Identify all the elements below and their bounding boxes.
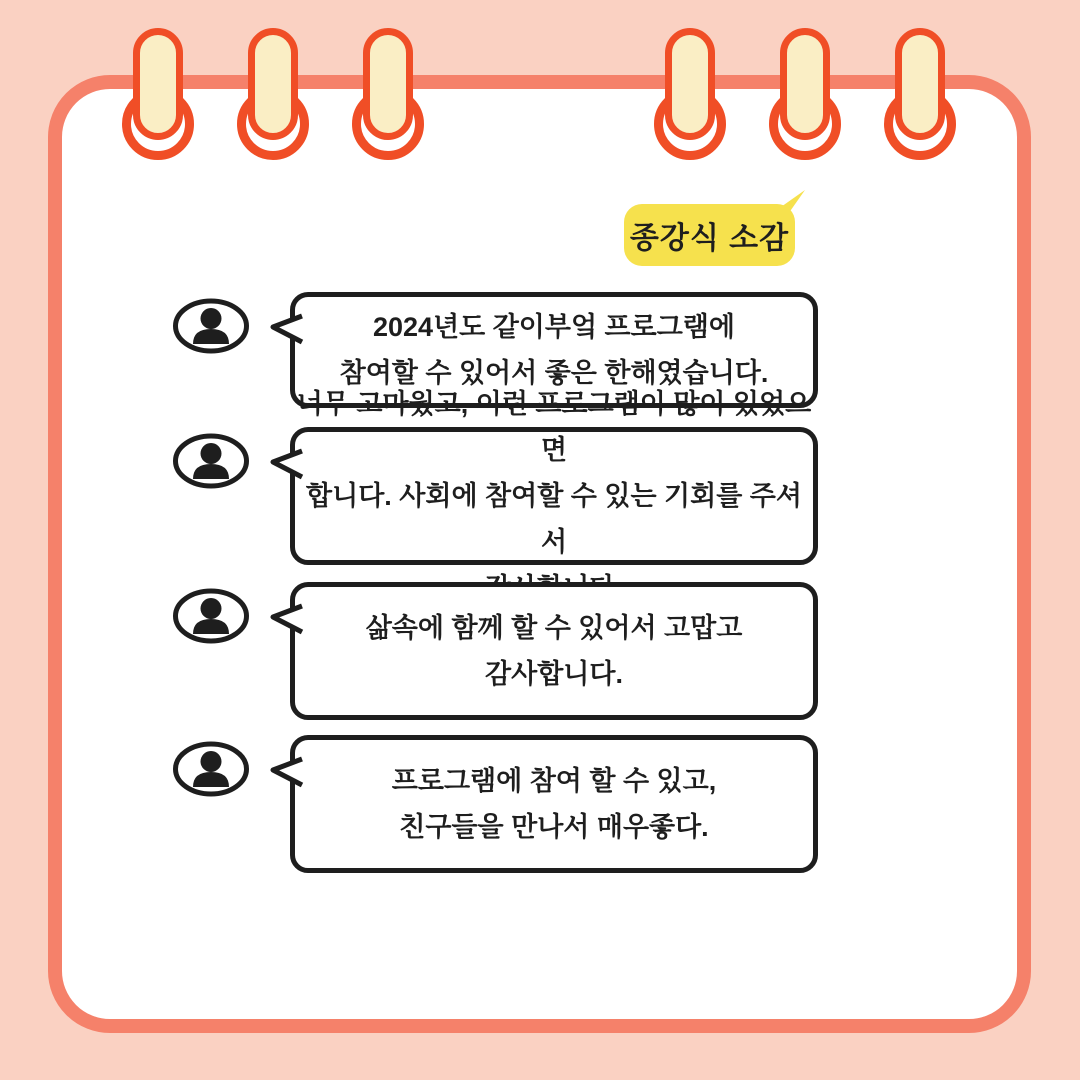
binder-capsule-icon (665, 28, 715, 140)
spiral-binding (654, 28, 726, 164)
speech-bubble-tail-icon (270, 313, 304, 345)
binder-capsule-icon (363, 28, 413, 140)
person-avatar-icon (172, 298, 250, 354)
comment-row (0, 582, 1080, 720)
bubble-line: 합니다. 사회에 참여할 수 있는 기회를 주셔서 (306, 481, 802, 557)
speech-bubble (290, 735, 818, 873)
spiral-binding (352, 28, 424, 164)
person-avatar-icon (172, 588, 250, 644)
spiral-binding (122, 28, 194, 164)
title-label-text: 종강식 소감 (629, 222, 790, 255)
bubble-line: 감사합니다. (485, 659, 623, 689)
person-avatar-icon (172, 433, 250, 489)
spiral-binding (769, 28, 841, 164)
bubble-line: 친구들을 만나서 매우좋다. (399, 812, 709, 842)
title-label (624, 204, 795, 266)
bubble-text (295, 381, 813, 611)
bubble-line: 2024년도 같이부엌 프로그램에 (373, 312, 735, 342)
binder-capsule-icon (248, 28, 298, 140)
speech-bubble-tail-icon (270, 756, 304, 788)
bubble-text (366, 605, 743, 697)
person-avatar-icon (172, 741, 250, 797)
bubble-text (392, 758, 716, 850)
label-tail-icon (769, 188, 807, 218)
spiral-binding (884, 28, 956, 164)
speech-bubble-tail-icon (270, 603, 304, 635)
spiral-binding (237, 28, 309, 164)
comment-row (0, 735, 1080, 873)
binder-capsule-icon (780, 28, 830, 140)
bubble-line: 너무 고마웠고, 이런 프로그램이 많이 있었으면 (296, 389, 812, 465)
bubble-line: 삶속에 함께 할 수 있어서 고맙고 (365, 613, 743, 643)
speech-bubble (290, 389, 818, 565)
bubble-line: 참여할 수 있어서 좋은 한해였습니다. (339, 358, 769, 388)
binder-capsule-icon (133, 28, 183, 140)
speech-bubble (290, 582, 818, 720)
binder-capsule-icon (895, 28, 945, 140)
comment-row (0, 389, 1080, 565)
bubble-line: 프로그램에 참여 할 수 있고, (391, 766, 717, 796)
speech-bubble-tail-icon (270, 448, 304, 480)
